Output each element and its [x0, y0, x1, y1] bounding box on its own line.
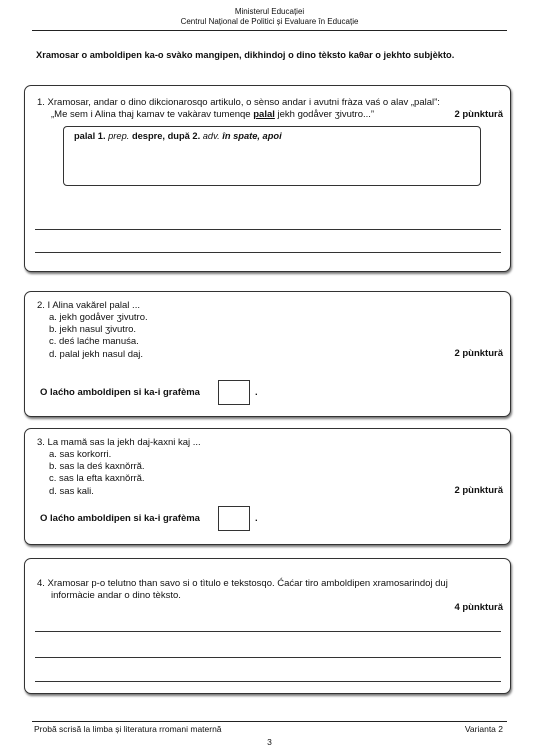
option-b: b. jekh nasul ʒivutro. [49, 324, 137, 336]
question-4-line2: informàcie andar o dino tèksto. [51, 589, 181, 601]
question-3-box [24, 428, 511, 545]
question-1-underlined-word: palal [253, 108, 275, 120]
answer-input-box[interactable] [218, 506, 250, 531]
question-3-stem: 3. La mamă sas la jekh daj-kaxni kaj ... [37, 437, 201, 448]
dict-headword: palal [74, 131, 96, 141]
question-1-text [37, 97, 440, 120]
dict-sense-1: despre, după [131, 131, 190, 141]
question-4-text [37, 578, 448, 601]
ministry-name: Ministerul Educației [234, 7, 305, 16]
answer-line-2[interactable] [35, 657, 501, 658]
option-c: c. sas la efta kaxnǒrră. [49, 473, 145, 485]
option-c: c. deś laćhe manuśa. [49, 336, 139, 348]
question-2-stem: 2. I Alina vakărel palal ... [37, 300, 140, 311]
dict-sense-2: în spate, apoi [222, 131, 282, 141]
header-rule [32, 30, 507, 31]
question-2-answer-row [40, 380, 258, 405]
question-4-points: 4 pùnktură [454, 602, 503, 613]
question-3-options [49, 449, 145, 498]
question-4-line1: 4. Xramosar p-o telutno than savo si o tìtulo e tekstosqo. Ćaćar tiro amboldipen xramosarindoj duj [37, 578, 448, 589]
answer-line-3[interactable] [35, 681, 501, 682]
dict-sense-1-number: 1. [97, 131, 106, 141]
answer-line-1[interactable] [35, 229, 501, 230]
question-1-quote-pre: „Me sem i Alina thaj kamav te vakàrav tumenqe [51, 108, 254, 120]
dictionary-entry [63, 126, 481, 186]
answer-line-2[interactable] [35, 252, 501, 253]
footer-variant: Varianta 2 [464, 724, 503, 734]
question-2-box [24, 291, 511, 417]
option-a: a. sas korkorri. [49, 449, 112, 460]
answer-input-box[interactable] [218, 380, 250, 405]
option-d: d. palal jekh nasul daj. [49, 348, 144, 360]
footer-rule [32, 721, 507, 722]
page-number: 3 [267, 737, 272, 747]
dict-sense-2-number: 2. [192, 131, 201, 141]
question-4-box [24, 558, 511, 694]
question-3-answer-row [40, 506, 258, 531]
question-1-quote-post: jekh godåver ʒivutro...” [274, 108, 375, 120]
instruction-text: Xramosar o amboldipen ka-o svàko mangipen, dikhindoj o dino tèksto kaθar o jekhto subjèkto. [36, 50, 455, 60]
page-header [32, 7, 507, 27]
question-1-line2 [37, 109, 440, 121]
option-a: a. jekh godåver ʒivutro. [49, 312, 148, 323]
dict-sense-2-pos: adv. [202, 131, 220, 141]
dict-sense-1-pos: prep. [108, 131, 130, 141]
question-2-points: 2 pùnktură [454, 348, 503, 359]
question-3-points: 2 pùnktură [454, 485, 503, 496]
answer-dot: . [254, 387, 258, 398]
option-b: b. sas la deś kaxnǒrră. [49, 461, 145, 473]
answer-label: O laćho amboldipen si ka-i grafèma [40, 513, 200, 524]
question-1-points: 2 pùnktură [454, 109, 503, 120]
center-name: Centrul Național de Politici și Evaluare în Educație [180, 17, 359, 26]
question-1-box [24, 85, 511, 272]
question-2-options [49, 312, 148, 361]
option-d: d. sas kali. [49, 485, 94, 497]
answer-label: O laćho amboldipen si ka-i grafèma [40, 387, 200, 398]
answer-line-1[interactable] [35, 631, 501, 632]
footer-exam-title: Probă scrisă la limba și literatura rromani maternă [34, 724, 222, 734]
answer-dot: . [254, 513, 258, 524]
question-1-line1: 1. Xramosar, andar o dino dikcionarosqo artikulo, o sènso andar i avutni fràza vaś o alav „palal”: [37, 97, 440, 108]
